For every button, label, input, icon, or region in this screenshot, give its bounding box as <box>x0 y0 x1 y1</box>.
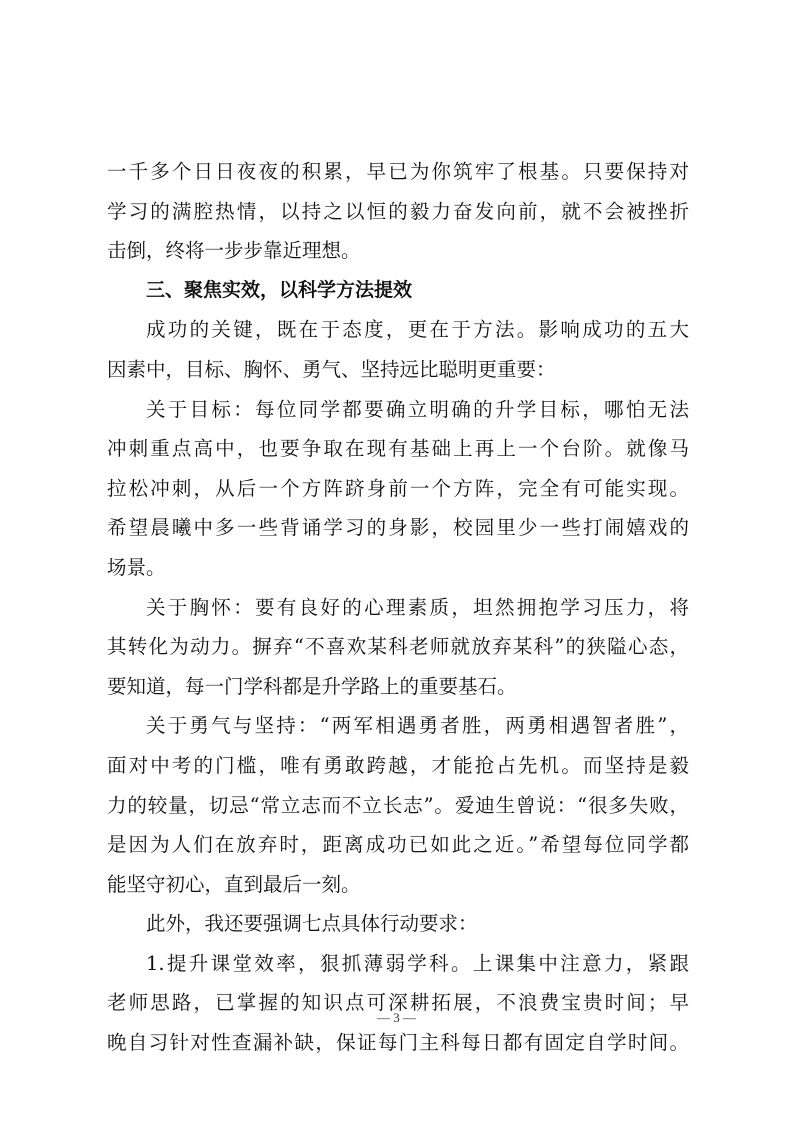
text-line: 晚自习针对性查漏补缺，保证每门主科每日都有固定自学时间。 <box>107 1031 689 1055</box>
text-line: 拉松冲刺，从后一个方阵跻身前一个方阵，完全有可能实现。 <box>107 476 689 500</box>
body-text <box>107 152 689 1063</box>
text-line: 一千多个日日夜夜的积累，早已为你筑牢了根基。只要保持对 <box>107 160 689 183</box>
text-line: 击倒，终将一步步靠近理想。 <box>107 239 361 263</box>
text-line: 1.提升课堂效率，狠抓薄弱学科。上课集中注意力，紧跟 <box>146 951 689 975</box>
text-line: 学习的满腔热情，以持之以恒的毅力奋发向前，就不会被挫折 <box>107 199 689 223</box>
text-line: 老师思路，已掌握的知识点可深耕拓展，不浪费宝贵时间；早 <box>107 991 689 1015</box>
text-line: 因素中，目标、胸怀、勇气、坚持远比聪明更重要： <box>107 357 556 381</box>
text-line: 成功的关键，既在于态度，更在于方法。影响成功的五大 <box>146 318 689 342</box>
text-line: 关于胸怀：要有良好的心理素质，坦然拥抱学习压力，将 <box>146 595 689 619</box>
text-line: 能坚守初心，直到最后一刻。 <box>107 872 361 896</box>
section-heading: 三、聚焦实效，以科学方法提效 <box>146 278 413 301</box>
text-line: 冲刺重点高中，也要争取在现有基础上再上一个台阶。就像马 <box>107 437 689 461</box>
text-line: 是因为人们在放弃时，距离成功已如此之近。”希望每位同学都 <box>107 833 689 857</box>
text-line: 关于勇气与坚持：“两军相遇勇者胜，两勇相遇智者胜”， <box>146 714 689 738</box>
text-line: 关于目标：每位同学都要确立明确的升学目标，哪怕无法 <box>146 397 689 421</box>
text-line: 力的较量，切忌“常立志而不立长志”。爱迪生曾说：“很多失败， <box>107 793 689 817</box>
text-line: 面对中考的门槛，唯有勇敢跨越，才能抢占先机。而坚持是毅 <box>107 753 689 777</box>
text-line: 希望晨曦中多一些背诵学习的身影，校园里少一些打闹嬉戏的 <box>107 516 689 540</box>
text-line: 场景。 <box>107 555 166 579</box>
text-line: 此外，我还要强调七点具体行动要求： <box>146 912 478 936</box>
page-number: — 3 — <box>377 1010 416 1025</box>
text-line: 其转化为动力。摒弃“不喜欢某科老师就放弃某科”的狭隘心态， <box>107 635 689 659</box>
text-line: 要知道，每一门学科都是升学路上的重要基石。 <box>107 674 517 698</box>
